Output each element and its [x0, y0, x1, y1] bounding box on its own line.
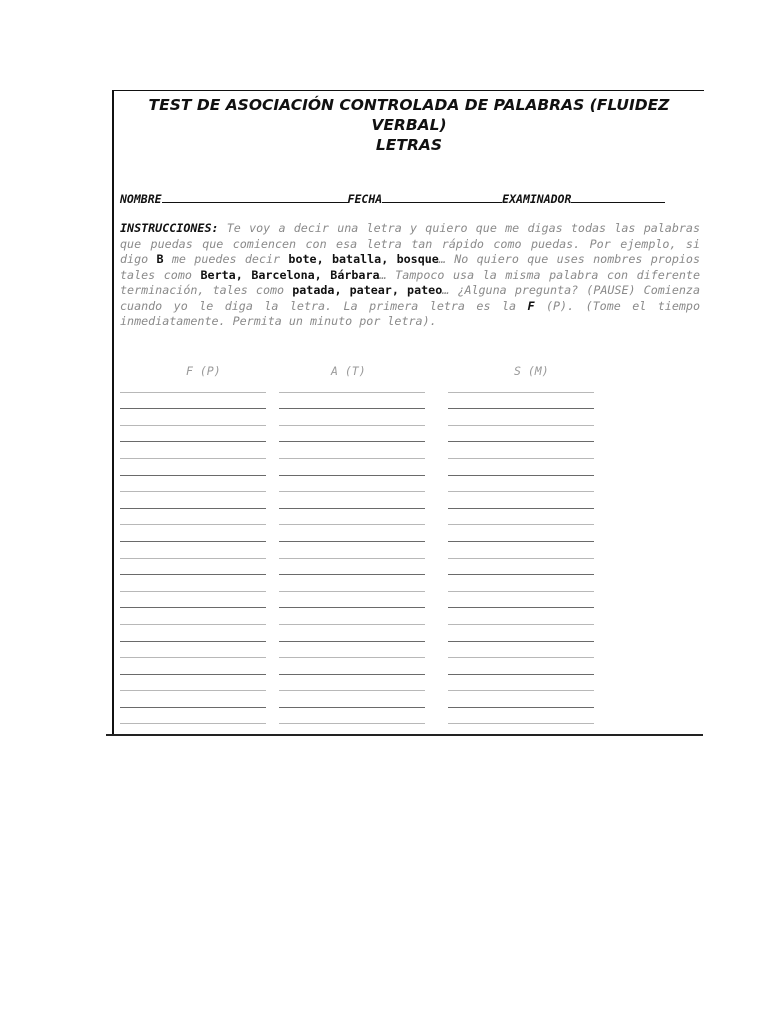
instructions-paragraph — [120, 221, 700, 330]
proper-name-example: Berta — [200, 267, 236, 282]
answer-line[interactable] — [279, 527, 425, 544]
examinador-field[interactable] — [571, 191, 665, 203]
example-word: bote — [288, 252, 317, 266]
answer-line[interactable] — [120, 660, 266, 677]
separator: , — [235, 267, 252, 282]
answer-line[interactable] — [448, 444, 594, 461]
answer-line[interactable] — [120, 544, 266, 561]
proper-name-example: Bárbara — [330, 267, 380, 282]
answer-line[interactable] — [448, 478, 594, 495]
nombre-field[interactable] — [162, 191, 348, 203]
answer-line[interactable] — [120, 527, 266, 544]
derived-word-example: patada — [292, 283, 335, 297]
answer-line[interactable] — [120, 494, 266, 511]
answer-line[interactable] — [120, 428, 266, 445]
answer-line[interactable] — [279, 395, 425, 412]
answer-line[interactable] — [448, 710, 594, 727]
answer-line[interactable] — [120, 677, 266, 694]
answer-line[interactable] — [448, 378, 594, 395]
answer-line[interactable] — [279, 544, 425, 561]
page-title — [118, 95, 700, 155]
instructions-text: Te voy a decir una letra y quiero que me digas todas las palabras que puedas que comiencen con esa letra tan rápido como puedas. Por ejemplo, si digo — [120, 221, 700, 266]
answer-line[interactable] — [279, 577, 425, 594]
separator: , — [334, 283, 350, 297]
answer-line[interactable] — [448, 644, 594, 661]
instructions-text: (P). (Tome el tiempo inmediatamente. Permita un minuto por letra). — [120, 298, 700, 328]
answer-line[interactable] — [448, 594, 594, 611]
answer-line[interactable] — [120, 511, 266, 528]
answer-line[interactable] — [120, 627, 266, 644]
answer-line[interactable] — [120, 395, 266, 412]
answer-line[interactable] — [279, 610, 425, 627]
answer-line[interactable] — [279, 478, 425, 495]
example-word: bosque — [396, 252, 439, 266]
instructions-text: me puedes decir — [163, 252, 289, 266]
instructions-text: … Tampoco usa la misma palabra con diferente terminación, tales como — [120, 267, 700, 297]
answer-line[interactable] — [279, 444, 425, 461]
answer-line[interactable] — [120, 378, 266, 395]
separator: , — [314, 267, 331, 282]
example-word: batalla — [331, 252, 382, 266]
answer-line[interactable] — [279, 428, 425, 445]
answer-line[interactable] — [448, 395, 594, 412]
answer-line[interactable] — [448, 411, 594, 428]
separator: , — [391, 283, 408, 297]
instructions-label: INSTRUCCIONES: — [120, 221, 219, 235]
answer-column-f — [120, 378, 266, 726]
column-header-s: S (M) — [514, 364, 549, 378]
title-line-1: TEST DE ASOCIACIÓN CONTROLADA DE PALABRAS (FLUIDEZ — [148, 96, 670, 114]
answer-line[interactable] — [279, 561, 425, 578]
separator: , — [381, 252, 397, 266]
answer-line[interactable] — [279, 494, 425, 511]
answer-line[interactable] — [279, 660, 425, 677]
answer-line[interactable] — [448, 577, 594, 594]
fecha-field[interactable] — [382, 191, 502, 203]
answer-line[interactable] — [279, 594, 425, 611]
answer-line[interactable] — [120, 610, 266, 627]
answer-line[interactable] — [279, 677, 425, 694]
answer-line[interactable] — [279, 693, 425, 710]
answer-line[interactable] — [279, 710, 425, 727]
answer-line[interactable] — [448, 428, 594, 445]
answer-line[interactable] — [279, 511, 425, 528]
answer-line[interactable] — [120, 594, 266, 611]
answer-line[interactable] — [120, 693, 266, 710]
answer-line[interactable] — [279, 378, 425, 395]
answer-line[interactable] — [120, 478, 266, 495]
answer-line[interactable] — [448, 461, 594, 478]
answer-line[interactable] — [448, 627, 594, 644]
answer-line[interactable] — [448, 544, 594, 561]
first-letter-f: F — [527, 298, 535, 313]
title-line-2: VERBAL) — [371, 116, 447, 134]
separator: , — [316, 252, 332, 266]
instructions-text: … ¿Alguna pregunta? (PAUSE) Comienza cuando yo le diga la letra. La primera letra es la — [120, 283, 700, 313]
column-header-a: A (T) — [331, 364, 366, 378]
header-fields — [120, 191, 665, 206]
answer-line[interactable] — [279, 627, 425, 644]
proper-name-example: Barcelona — [251, 267, 315, 282]
answer-line[interactable] — [120, 411, 266, 428]
answer-column-s — [448, 378, 594, 726]
answer-line[interactable] — [448, 660, 594, 677]
answer-line[interactable] — [120, 710, 266, 727]
derived-word-example: pateo — [407, 283, 443, 297]
fecha-label: FECHA — [347, 192, 383, 206]
answer-line[interactable] — [448, 561, 594, 578]
derived-word-example: patear — [349, 283, 392, 297]
instructions-text: … No quiero que uses nombres propios tales como — [120, 252, 701, 282]
answer-line[interactable] — [120, 644, 266, 661]
answer-line[interactable] — [448, 693, 594, 710]
answer-line[interactable] — [448, 527, 594, 544]
examinador-label: EXAMINADOR — [502, 192, 572, 206]
column-header-f: F (P) — [186, 364, 221, 378]
answer-column-a — [279, 378, 425, 726]
nombre-label: NOMBRE — [120, 192, 162, 206]
bottom-rule — [106, 734, 703, 736]
answer-line[interactable] — [448, 494, 594, 511]
answer-line[interactable] — [448, 511, 594, 528]
example-letter-b: B — [156, 252, 164, 266]
answer-line[interactable] — [279, 461, 425, 478]
answer-line[interactable] — [279, 644, 425, 661]
answer-line[interactable] — [120, 577, 266, 594]
title-line-3: LETRAS — [375, 136, 443, 154]
answer-line[interactable] — [448, 677, 594, 694]
answer-line[interactable] — [279, 411, 425, 428]
answer-line[interactable] — [448, 610, 594, 627]
answer-line[interactable] — [120, 444, 266, 461]
answer-line[interactable] — [120, 561, 266, 578]
answer-line[interactable] — [120, 461, 266, 478]
